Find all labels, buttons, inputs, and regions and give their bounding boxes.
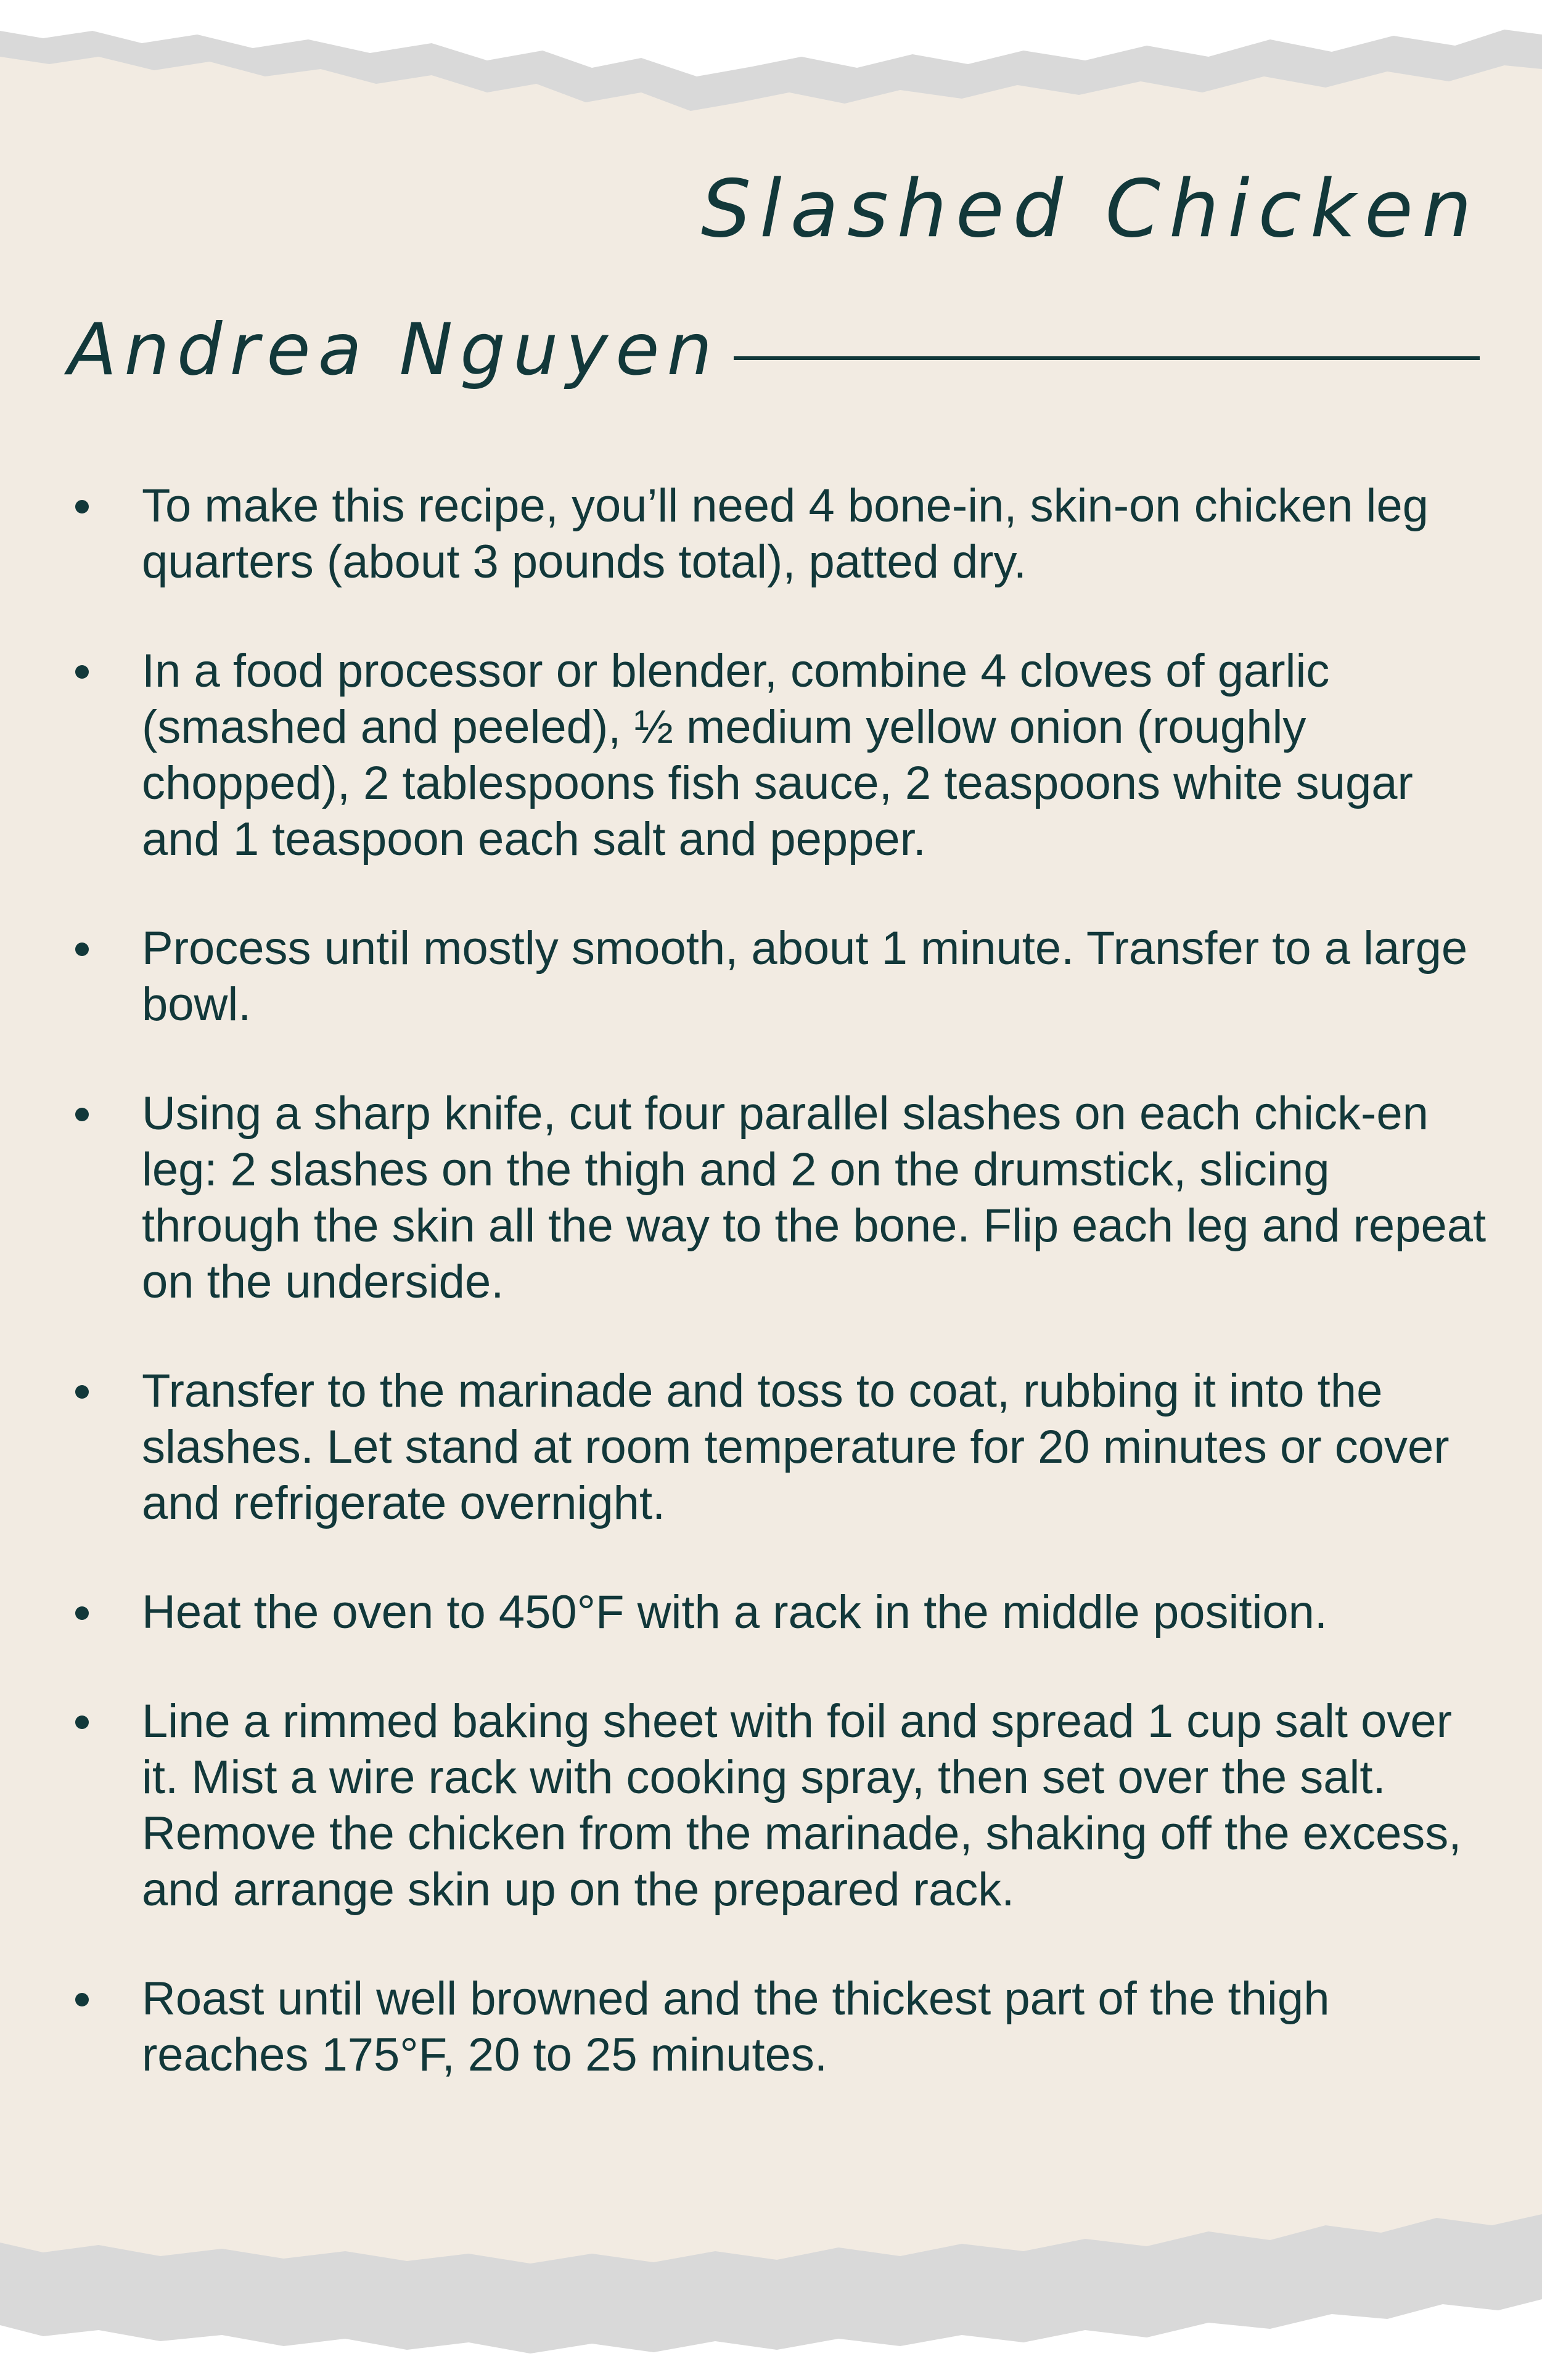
step-item (62, 1693, 1498, 1918)
step-text: Heat the oven to 450°F with a rack in the middle position. (142, 1586, 1328, 1638)
recipe-steps (62, 478, 1498, 2136)
step-text: Line a rimmed baking sheet with foil and spread 1 cup salt over it. Mist a wire rack with cooking spray, then set over the salt. Remove the chicken from the marinade, shaking off the excess, and arrange skin up on the prepared rack. (142, 1695, 1462, 1916)
step-item (62, 478, 1498, 590)
step-item (62, 1584, 1498, 1640)
step-text: To make this recipe, you’ll need 4 bone-in, skin-on chicken leg quarters (about 3 pounds total), patted dry. (142, 480, 1429, 588)
step-text: Roast until well browned and the thickest part of the thigh reaches 175°F, 20 to 25 minutes. (142, 1973, 1330, 2081)
bullet-dot-icon (75, 1108, 89, 1121)
bullet-dot-icon (75, 1715, 89, 1729)
step-text: Using a sharp knife, cut four parallel slashes on each chick-en leg: 2 slashes on the thigh and 2 on the drumstick, slicing through the skin all the way to the bone. Flip each leg and repeat on the underside. (142, 1087, 1487, 1308)
step-text: In a food processor or blender, combine 4 cloves of garlic (smashed and peeled), ½ medium yellow onion (roughly chopped), 2 tablespoons fish sauce, 2 teaspoons white sugar and 1 teaspoon each salt and pepper. (142, 645, 1413, 865)
step-item (62, 1363, 1498, 1531)
author-row (68, 308, 1480, 407)
step-item (62, 643, 1498, 867)
recipe-title: Slashed Chicken (700, 163, 1480, 255)
bullet-dot-icon (75, 1385, 89, 1399)
step-item (62, 1971, 1498, 2083)
step-text: Transfer to the marinade and toss to coat, rubbing it into the slashes. Let stand at room temperature for 20 minutes or cover and refrigerate overnight. (142, 1365, 1450, 1529)
author-underline (734, 356, 1480, 360)
step-item (62, 920, 1498, 1033)
bullet-dot-icon (75, 1606, 89, 1620)
bullet-dot-icon (75, 500, 89, 513)
bullet-dot-icon (75, 1993, 89, 2006)
step-text: Process until mostly smooth, about 1 minute. Transfer to a large bowl. (142, 922, 1468, 1031)
author-name: Andrea Nguyen (68, 308, 720, 391)
bullet-dot-icon (75, 943, 89, 956)
step-item (62, 1086, 1498, 1310)
bullet-dot-icon (75, 665, 89, 679)
